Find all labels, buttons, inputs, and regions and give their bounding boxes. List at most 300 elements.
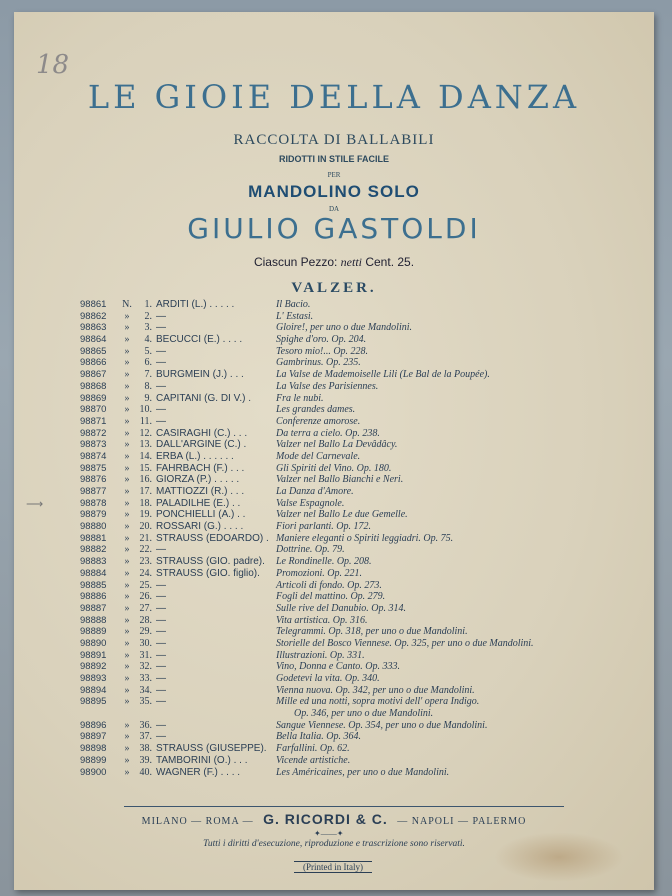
- list-item: [80, 498, 610, 510]
- list-item: [80, 346, 610, 358]
- piece-title: [276, 428, 610, 440]
- piece-index: 21.: [139, 532, 152, 544]
- piece-index: 15.: [139, 462, 152, 474]
- piece-title: [276, 743, 610, 755]
- piece-title-text: Valzer nel Ballo Le due Gemelle.: [276, 509, 408, 521]
- catalog-number: 98883: [80, 556, 107, 568]
- number-mark: »: [124, 462, 130, 474]
- number-mark: »: [124, 357, 130, 369]
- piece-title-text: Vicende artistiche.: [276, 754, 351, 766]
- piece-title-text: Vita artistica. Op. 316.: [276, 614, 368, 626]
- number-mark: »: [124, 380, 130, 392]
- number-mark: »: [124, 556, 130, 568]
- list-item: [80, 556, 610, 568]
- piece-index: 17.: [139, 486, 152, 497]
- number-mark: »: [124, 497, 130, 509]
- number-mark: »: [124, 415, 130, 427]
- piece-title-text: Sangue Viennese. Op. 354, per uno o due Mandolini.: [276, 719, 488, 731]
- list-item: [80, 650, 610, 662]
- number-mark: »: [124, 521, 130, 533]
- piece-index: 10.: [139, 404, 152, 416]
- list-item: [80, 685, 610, 697]
- piece-title: [276, 346, 610, 358]
- list-item: [80, 334, 610, 346]
- piece-title-text: Sulle rive del Danubio. Op. 314.: [276, 602, 406, 614]
- piece-title-text: Fogli del mattino. Op. 279.: [276, 591, 386, 603]
- piece-title: [276, 661, 610, 673]
- piece-index: 34.: [139, 684, 152, 696]
- piece-title-text: Il Bacio.: [276, 299, 311, 310]
- catalog-number: 98864: [80, 334, 107, 346]
- number-mark: »: [124, 369, 130, 381]
- number-mark: »: [124, 637, 130, 649]
- list-item: [80, 603, 610, 615]
- piece-title: [276, 638, 610, 650]
- printed-in-label: (Printed in Italy): [294, 861, 372, 873]
- catalog-number: 98896: [80, 719, 107, 731]
- publisher-cities-right: — NAPOLI — PALERMO: [397, 816, 527, 827]
- list-item: [80, 451, 610, 463]
- subtitle: RACCOLTA DI BALLABILI: [233, 132, 435, 148]
- piece-title-text: La Valse de Mademoiselle Lili (Le Bal de la Poupée).: [276, 369, 490, 381]
- number-mark: N.: [122, 299, 132, 310]
- piece-title-text: Valzer nel Ballo Bianchi e Neri.: [276, 474, 404, 486]
- piece-title: [276, 486, 610, 498]
- piece-title-continuation: Op. 346, per uno o due Mandolini.: [294, 708, 434, 720]
- piece-title: [276, 696, 610, 719]
- piece-title-text: Mille ed una notti, sopra motivi dell' opera Indigo.: [276, 696, 480, 708]
- piece-composer: CASIRAGHI (C.) . . .: [156, 427, 248, 439]
- catalog-number: 98889: [80, 626, 107, 638]
- catalog-number: 98895: [80, 696, 107, 708]
- da-label: DA: [328, 205, 340, 213]
- piece-composer: STRAUSS (GIO. padre).: [156, 556, 265, 568]
- number-mark: »: [124, 731, 130, 743]
- catalog-number: 98869: [80, 392, 107, 404]
- catalog-number: 98878: [80, 497, 107, 509]
- number-mark: »: [124, 439, 130, 451]
- list-item: [80, 615, 610, 627]
- piece-title: [276, 615, 610, 627]
- catalog-number: 98876: [80, 474, 107, 486]
- catalog-number: 98874: [80, 450, 107, 462]
- catalog-number: 98879: [80, 509, 107, 521]
- piece-title: [276, 556, 610, 568]
- piece-composer: WAGNER (F.) . . . .: [156, 766, 241, 778]
- piece-index: 35.: [139, 696, 152, 708]
- catalog-number: 98881: [80, 532, 107, 544]
- list-item: [80, 463, 610, 475]
- piece-title: [276, 369, 610, 381]
- list-item: [80, 568, 610, 580]
- piece-composer: —: [156, 404, 166, 416]
- piece-index: 14.: [139, 450, 152, 462]
- piece-composer: —: [156, 591, 166, 603]
- list-item: [80, 533, 610, 545]
- number-mark: »: [124, 719, 130, 731]
- piece-index: 4.: [144, 334, 152, 346]
- catalog-number: 98862: [80, 310, 107, 322]
- piece-composer: ARDITI (L.) . . . . .: [156, 299, 235, 310]
- piece-title: [276, 521, 610, 533]
- piece-title-text: Illustrazioni. Op. 331.: [276, 649, 365, 661]
- piece-title-text: La Valse des Parisiennes.: [276, 380, 379, 392]
- list-item: [80, 509, 610, 521]
- piece-composer: ERBA (L.) . . . . . .: [156, 450, 234, 462]
- list-item: [80, 731, 610, 743]
- number-mark: »: [124, 474, 130, 486]
- number-mark: »: [124, 661, 130, 673]
- piece-title-text: Fiori parlanti. Op. 172.: [276, 521, 372, 533]
- piece-title: [276, 509, 610, 521]
- piece-composer: DALL'ARGINE (C.) .: [156, 439, 247, 451]
- list-item: [80, 428, 610, 440]
- piece-title: [276, 533, 610, 545]
- piece-title-text: Les grandes dames.: [276, 404, 356, 416]
- piece-index: 23.: [139, 556, 152, 568]
- list-item: [80, 544, 610, 556]
- piece-title: [276, 474, 610, 486]
- catalog-number: 98868: [80, 380, 107, 392]
- piece-title: [276, 568, 610, 580]
- number-mark: »: [124, 579, 130, 591]
- piece-index: 3.: [144, 322, 152, 334]
- piece-title-text: Le Rondinelle. Op. 208.: [276, 556, 372, 568]
- publisher-cities-left: MILANO — ROMA —: [141, 816, 254, 827]
- catalog-number: 98898: [80, 743, 107, 755]
- piece-composer: BECUCCI (E.) . . . .: [156, 334, 243, 346]
- piece-title-text: Les Américaines, per uno o due Mandolini.: [276, 766, 450, 778]
- piece-title-text: La Danza d'Amore.: [276, 486, 354, 497]
- number-mark: »: [124, 567, 130, 579]
- piece-index: 19.: [139, 509, 152, 521]
- piece-title-text: Gli Spiriti del Vino. Op. 180.: [276, 462, 392, 474]
- list-item: [80, 638, 610, 650]
- piece-title-text: Valse Espagnole.: [276, 497, 345, 509]
- composer-name: GIULIO GASTOLDI: [187, 212, 481, 245]
- piece-composer: TAMBORINI (O.) . . .: [156, 754, 248, 766]
- piece-index: 25.: [139, 579, 152, 591]
- list-item: [80, 299, 610, 311]
- piece-title-text: Storielle del Bosco Viennese. Op. 325, per uno o due Mandolini.: [276, 637, 534, 649]
- number-mark: »: [124, 392, 130, 404]
- piece-title: [276, 603, 610, 615]
- sheet-music-cover: [14, 12, 654, 890]
- piece-title: [276, 334, 610, 346]
- piece-index: 29.: [139, 626, 152, 638]
- catalog-number: 98867: [80, 369, 107, 381]
- piece-index: 22.: [139, 544, 152, 556]
- list-item: [80, 591, 610, 603]
- piece-title: [276, 498, 610, 510]
- list-item: [80, 521, 610, 533]
- price-netti: netti: [340, 255, 362, 269]
- piece-title-text: Vienna nuova. Op. 342, per uno o due Mandolini.: [276, 684, 475, 696]
- piece-composer: —: [156, 626, 166, 638]
- number-mark: »: [124, 486, 130, 497]
- piece-title-text: Da terra a cielo. Op. 238.: [276, 427, 380, 439]
- divider: [124, 806, 564, 807]
- number-mark: »: [124, 649, 130, 661]
- catalog-number: 98893: [80, 673, 107, 684]
- piece-composer: STRAUSS (GIO. figlio).: [156, 567, 260, 579]
- catalog-number: 98872: [80, 427, 107, 439]
- list-item: [80, 743, 610, 755]
- piece-composer: STRAUSS (GIUSEPPE).: [156, 743, 267, 755]
- price-value: Cent. 25.: [365, 255, 415, 269]
- pencil-arrow-icon: ⟶: [26, 497, 44, 511]
- instrument-title: MANDOLINO SOLO: [248, 182, 420, 201]
- number-mark: »: [124, 544, 130, 556]
- piece-title-text: Spighe d'oro. Op. 204.: [276, 334, 367, 346]
- piece-index: 5.: [144, 345, 152, 357]
- piece-title: [276, 767, 610, 779]
- catalog-number: 98865: [80, 345, 107, 357]
- catalog-number: 98892: [80, 661, 107, 673]
- price-prefix: Ciascun Pezzo:: [253, 255, 338, 269]
- piece-title: [276, 463, 610, 475]
- piece-index: 30.: [139, 637, 152, 649]
- publisher-name: G. RICORDI & C.: [263, 811, 388, 827]
- piece-title: [276, 591, 610, 603]
- rights-notice: Tutti i diritti d'esecuzione, riproduzione e trascrizione sono riservati.: [203, 839, 465, 849]
- list-item: [80, 357, 610, 369]
- number-mark: »: [124, 427, 130, 439]
- list-item: [80, 626, 610, 638]
- piece-title: [276, 451, 610, 463]
- catalog-number: 98890: [80, 637, 107, 649]
- catalog-number: 98877: [80, 486, 107, 497]
- catalog-number: 98886: [80, 591, 107, 603]
- piece-title-text: Farfallini. Op. 62.: [276, 743, 350, 755]
- piece-title-text: Gloire!, per uno o due Mandolini.: [276, 322, 413, 334]
- number-mark: »: [124, 509, 130, 521]
- price-line: [14, 255, 654, 270]
- catalog-number: 98873: [80, 439, 107, 451]
- piece-composer: —: [156, 345, 166, 357]
- piece-composer: —: [156, 696, 166, 708]
- piece-title-text: Maniere eleganti o Spiriti leggiadri. Op. 75.: [276, 532, 454, 544]
- piece-title: [276, 299, 610, 311]
- piece-title-text: Dottrine. Op. 79.: [276, 544, 345, 556]
- list-item: [80, 696, 610, 719]
- piece-composer: —: [156, 380, 166, 392]
- piece-composer: —: [156, 731, 166, 743]
- piece-title: [276, 311, 610, 323]
- piece-index: 32.: [139, 661, 152, 673]
- piece-composer: —: [156, 415, 166, 427]
- piece-title: [276, 685, 610, 697]
- piece-composer: GIORZA (P.) . . . . .: [156, 474, 240, 486]
- number-mark: »: [124, 591, 130, 603]
- piece-composer: PALADILHE (E.) . .: [156, 497, 241, 509]
- piece-title-text: Valzer nel Ballo La Devâdâcy.: [276, 439, 398, 451]
- piece-title-text: Conferenze amorose.: [276, 415, 361, 427]
- piece-title-text: Godetevi la vita. Op. 340.: [276, 673, 380, 684]
- piece-title-text: Telegrammi. Op. 318, per uno o due Mandolini.: [276, 626, 468, 638]
- piece-index: 28.: [139, 614, 152, 626]
- per-label: PER: [327, 171, 341, 179]
- number-mark: »: [124, 696, 130, 708]
- piece-index: 13.: [139, 439, 152, 451]
- subtitle-secondary: RIDOTTI IN STILE FACILE: [279, 154, 389, 164]
- number-mark: »: [124, 673, 130, 684]
- catalog-number: 98884: [80, 567, 107, 579]
- number-mark: »: [124, 766, 130, 778]
- piece-title: [276, 626, 610, 638]
- number-mark: »: [124, 602, 130, 614]
- piece-title: [276, 673, 610, 685]
- list-item: [80, 720, 610, 732]
- catalog-number: 98871: [80, 415, 107, 427]
- catalog-number: 98899: [80, 754, 107, 766]
- piece-title: [276, 650, 610, 662]
- number-mark: »: [124, 684, 130, 696]
- list-item: [80, 767, 610, 779]
- catalog-number: 98882: [80, 544, 107, 556]
- piece-composer: —: [156, 649, 166, 661]
- list-item: [80, 393, 610, 405]
- list-item: [80, 755, 610, 767]
- list-item: [80, 381, 610, 393]
- piece-composer: —: [156, 310, 166, 322]
- catalog-number: 98887: [80, 602, 107, 614]
- list-item: [80, 486, 610, 498]
- page-title: LE GIOIE DELLA DANZA: [87, 78, 581, 116]
- catalog-number: 98894: [80, 684, 107, 696]
- piece-composer: —: [156, 579, 166, 591]
- piece-index: 8.: [144, 380, 152, 392]
- number-mark: »: [124, 310, 130, 322]
- piece-index: 39.: [139, 754, 152, 766]
- piece-title-text: Promozioni. Op. 221.: [276, 567, 363, 579]
- ornament-icon: ✦——✦: [314, 829, 344, 838]
- list-item: [80, 311, 610, 323]
- list-item: [80, 439, 610, 451]
- piece-composer: —: [156, 637, 166, 649]
- piece-index: 31.: [139, 649, 152, 661]
- catalog-number: 98900: [80, 766, 107, 778]
- piece-index: 9.: [144, 392, 152, 404]
- piece-composer: —: [156, 322, 166, 334]
- piece-title-text: Tesoro mio!... Op. 228.: [276, 345, 369, 357]
- piece-list: [80, 299, 610, 778]
- number-mark: »: [124, 614, 130, 626]
- piece-index: 16.: [139, 474, 152, 486]
- piece-composer: —: [156, 357, 166, 369]
- piece-index: 20.: [139, 521, 152, 533]
- list-item: [80, 322, 610, 334]
- pencil-mark: 18: [36, 50, 70, 80]
- piece-index: 26.: [139, 591, 152, 603]
- piece-title-text: Articoli di fondo. Op. 273.: [276, 579, 382, 591]
- piece-composer: MATTIOZZI (R.) . . .: [156, 486, 245, 497]
- piece-title: [276, 357, 610, 369]
- catalog-number: 98863: [80, 322, 107, 334]
- piece-index: 18.: [139, 497, 152, 509]
- piece-index: 11.: [139, 415, 152, 427]
- number-mark: »: [124, 322, 130, 334]
- piece-index: 6.: [144, 357, 152, 369]
- catalog-number: 98885: [80, 579, 107, 591]
- number-mark: »: [124, 743, 130, 755]
- list-item: [80, 404, 610, 416]
- piece-composer: STRAUSS (EDOARDO) .: [156, 532, 269, 544]
- catalog-number: 98870: [80, 404, 107, 416]
- piece-composer: CAPITANI (G. DI V.) .: [156, 392, 252, 404]
- piece-title: [276, 416, 610, 428]
- number-mark: »: [124, 334, 130, 346]
- piece-title-text: Bella Italia. Op. 364.: [276, 731, 361, 743]
- number-mark: »: [124, 754, 130, 766]
- list-item: [80, 673, 610, 685]
- piece-title: [276, 381, 610, 393]
- piece-index: 24.: [139, 567, 152, 579]
- catalog-number: 98880: [80, 521, 107, 533]
- catalog-number: 98861: [80, 299, 107, 310]
- piece-composer: —: [156, 719, 166, 731]
- catalog-number: 98891: [80, 649, 107, 661]
- number-mark: »: [124, 626, 130, 638]
- list-item: [80, 416, 610, 428]
- piece-title: [276, 755, 610, 767]
- piece-composer: —: [156, 544, 166, 556]
- piece-composer: PONCHIELLI (A.) . .: [156, 509, 246, 521]
- catalog-number: 98897: [80, 731, 107, 743]
- piece-composer: FAHRBACH (F.) . . .: [156, 462, 245, 474]
- piece-title: [276, 731, 610, 743]
- piece-composer: BURGMEIN (J.) . . .: [156, 369, 244, 381]
- publisher-line: [14, 811, 654, 827]
- piece-composer: ROSSARI (G.) . . . .: [156, 521, 244, 533]
- list-item: [80, 474, 610, 486]
- piece-title-text: L' Estasi.: [276, 310, 314, 322]
- catalog-number: 98875: [80, 462, 107, 474]
- piece-title-text: Gambrinus. Op. 235.: [276, 357, 361, 369]
- piece-title: [276, 393, 610, 405]
- piece-title-text: Mode del Carnevale.: [276, 450, 361, 462]
- piece-index: 40.: [139, 766, 152, 778]
- number-mark: »: [124, 345, 130, 357]
- piece-composer: —: [156, 614, 166, 626]
- piece-title: [276, 544, 610, 556]
- piece-title: [276, 322, 610, 334]
- number-mark: »: [124, 450, 130, 462]
- piece-composer: —: [156, 673, 166, 684]
- piece-title: [276, 720, 610, 732]
- piece-index: 36.: [139, 719, 152, 731]
- piece-index: 2.: [144, 310, 152, 322]
- piece-title: [276, 439, 610, 451]
- piece-title: [276, 404, 610, 416]
- piece-index: 7.: [144, 369, 152, 381]
- piece-title: [276, 580, 610, 592]
- piece-index: 1.: [144, 299, 152, 310]
- piece-composer: —: [156, 684, 166, 696]
- piece-index: 12.: [139, 427, 152, 439]
- piece-index: 27.: [139, 602, 152, 614]
- piece-title-text: Vino, Donna e Canto. Op. 333.: [276, 661, 400, 673]
- piece-index: 38.: [139, 743, 152, 755]
- list-item: [80, 369, 610, 381]
- piece-title-text: Fra le nubi.: [276, 392, 324, 404]
- piece-composer: —: [156, 661, 166, 673]
- catalog-number: 98866: [80, 357, 107, 369]
- list-item: [80, 580, 610, 592]
- piece-index: 37.: [139, 731, 152, 743]
- piece-index: 33.: [139, 673, 152, 684]
- number-mark: »: [124, 532, 130, 544]
